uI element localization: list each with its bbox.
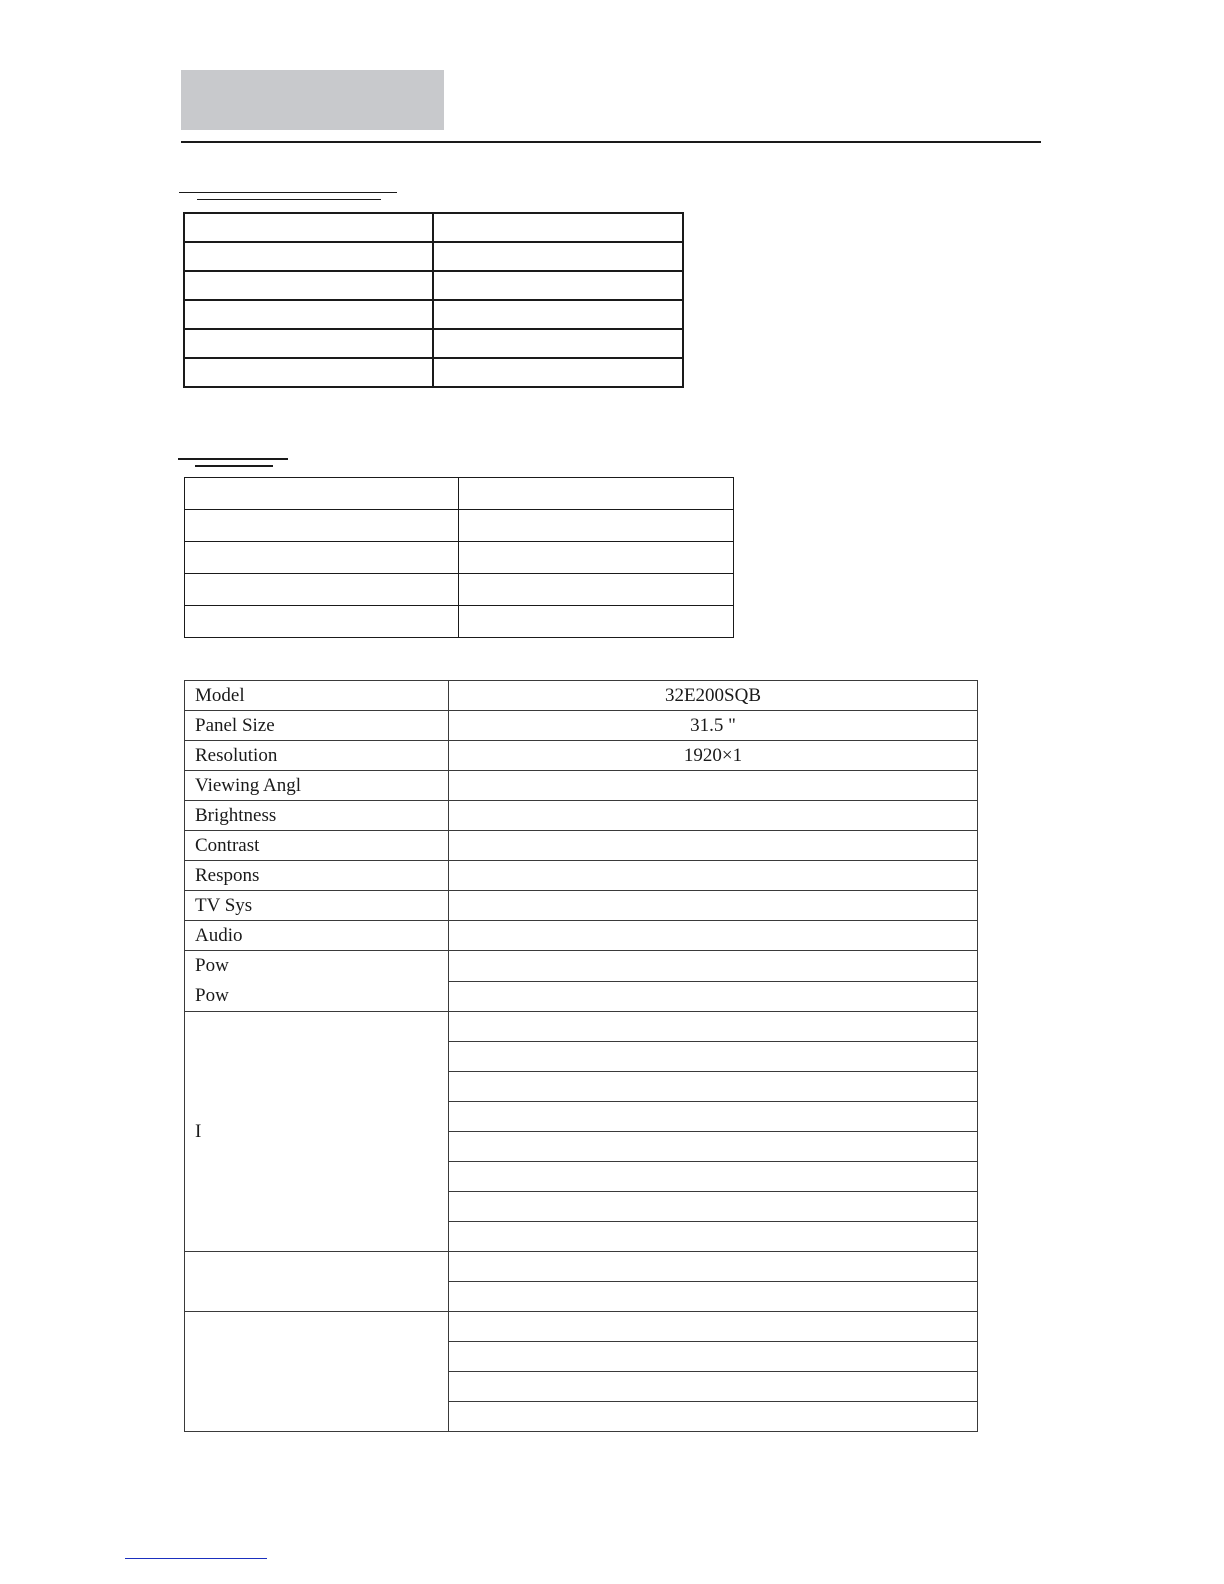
spec-value-interface-5 — [449, 1132, 978, 1162]
spec-value-interface-7 — [449, 1192, 978, 1222]
spec-value-group-a-1 — [449, 1252, 978, 1282]
section-2-heading-underline — [178, 458, 288, 460]
spec-value-group-b-1 — [449, 1312, 978, 1342]
table-row — [184, 271, 683, 300]
table-row — [185, 741, 978, 771]
section-2-heading-underline-inner — [195, 465, 273, 467]
spec-value-tv-system — [449, 891, 978, 921]
table-row — [184, 329, 683, 358]
spec-value-power-2 — [449, 981, 978, 1012]
spec-value-group-b-3 — [449, 1372, 978, 1402]
table-row — [185, 951, 978, 982]
table-row — [185, 831, 978, 861]
spec-value-group-a-2 — [449, 1282, 978, 1312]
spec-value-viewing-angle — [449, 771, 978, 801]
table-row — [185, 606, 734, 638]
table-row — [185, 1312, 978, 1342]
table-row — [185, 1012, 978, 1042]
spec-label-panel-size: Panel Size — [185, 711, 449, 741]
table-row — [184, 300, 683, 329]
spec-value-interface-2 — [449, 1042, 978, 1072]
table-row — [185, 861, 978, 891]
table-row — [185, 921, 978, 951]
spec-label-contrast: Contrast — [185, 831, 449, 861]
spec-value-model: 32E200SQB — [449, 681, 978, 711]
spec-label-interface: I — [185, 1012, 449, 1252]
spec-value-interface-1 — [449, 1012, 978, 1042]
table-row — [184, 242, 683, 271]
table-row — [185, 574, 734, 606]
spec-label-power-2: Pow — [195, 985, 229, 1006]
spec-label-tv-system: TV Sys — [185, 891, 449, 921]
specification-table — [184, 680, 978, 1432]
table-row — [185, 801, 978, 831]
spec-label-audio: Audio — [185, 921, 449, 951]
section-1-heading-underline-inner — [197, 199, 381, 200]
spec-value-panel-size: 31.5 " — [449, 711, 978, 741]
section-1-heading-underline — [179, 192, 397, 193]
spec-value-resolution: 1920×1 — [449, 741, 978, 771]
spec-label-power-1: Pow — [195, 955, 229, 976]
table-row — [185, 891, 978, 921]
spec-label-resolution: Resolution — [185, 741, 449, 771]
spec-value-interface-8 — [449, 1222, 978, 1252]
spec-label-model: Model — [185, 681, 449, 711]
spec-label-group-b — [185, 1312, 449, 1432]
table-row — [184, 213, 683, 242]
table-row — [185, 771, 978, 801]
table-row — [185, 1252, 978, 1282]
header-rule — [181, 141, 1041, 143]
spec-value-interface-3 — [449, 1072, 978, 1102]
spec-label-response: Respons — [185, 861, 449, 891]
table-row — [185, 510, 734, 542]
table-row — [185, 542, 734, 574]
spec-label-power-group — [185, 951, 449, 1012]
spec-label-brightness: Brightness — [185, 801, 449, 831]
spec-value-power-1 — [449, 951, 978, 982]
spec-value-brightness — [449, 801, 978, 831]
blank-table-1 — [183, 212, 684, 388]
table-row — [185, 681, 978, 711]
spec-value-group-b-2 — [449, 1342, 978, 1372]
spec-label-group-a — [185, 1252, 449, 1312]
spec-value-response — [449, 861, 978, 891]
spec-value-interface-6 — [449, 1162, 978, 1192]
blank-table-2 — [184, 477, 734, 638]
spec-label-viewing-angle: Viewing Angl — [185, 771, 449, 801]
spec-value-audio — [449, 921, 978, 951]
header-title-box — [181, 70, 444, 130]
table-row — [185, 478, 734, 510]
spec-value-contrast — [449, 831, 978, 861]
spec-value-group-b-4 — [449, 1402, 978, 1432]
footer-link-underline — [125, 1558, 267, 1559]
table-row — [184, 358, 683, 387]
spec-value-interface-4 — [449, 1102, 978, 1132]
table-row — [185, 711, 978, 741]
